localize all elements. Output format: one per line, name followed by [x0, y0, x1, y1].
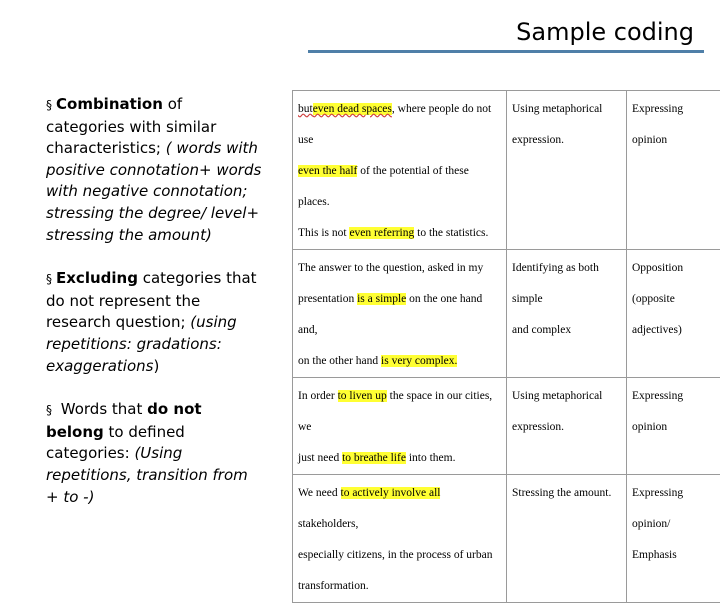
- quote-cell: In order to liven up the space in our cities, we just need to breathe life into them.: [293, 378, 507, 475]
- table-row: [293, 91, 720, 250]
- bullet-marker: §: [46, 98, 52, 112]
- title-underline: [308, 50, 704, 53]
- category-cell: Expressing opinion/ Emphasis: [627, 475, 720, 603]
- bullet-marker: §: [46, 272, 52, 286]
- bullet-do-not-belong: § Words that do not belong to defined categories: (Using repetitions, transition from + to -): [46, 399, 264, 508]
- category-cell: Expressing opinion: [627, 91, 720, 250]
- table-row: [293, 250, 720, 378]
- technique-cell: Using metaphorical expression.: [507, 91, 627, 250]
- quote-cell: buteven dead spaces, where people do not use even the half of the potential of these places. This is not even referring to the statistics.: [293, 91, 507, 250]
- table-row: [293, 378, 720, 475]
- quote-cell: The answer to the question, asked in my presentation is a simple on the one hand and, on the other hand is very complex.: [293, 250, 507, 378]
- category-cell: Expressing opinion: [627, 378, 720, 475]
- technique-cell: Identifying as both simple and complex: [507, 250, 627, 378]
- bullet-combination: § Combination of categories with similar characteristics; ( words with positive connotation+ words with negative connotation; stressing the degree/ level+ stressing the amount): [46, 94, 264, 246]
- technique-cell: Using metaphorical expression.: [507, 378, 627, 475]
- category-cell: Opposition (opposite adjectives): [627, 250, 720, 378]
- technique-cell: Stressing the amount.: [507, 475, 627, 603]
- bullet-marker: §: [46, 403, 52, 417]
- quote-cell: We need to actively involve all stakeholders, especially citizens, in the process of urban transformation.: [293, 475, 507, 603]
- coding-table: [292, 90, 720, 603]
- bullet-list: [46, 94, 264, 530]
- bullet-excluding: § Excluding categories that do not represent the research question; (using repetitions: gradations: exaggerations): [46, 268, 264, 377]
- table-row: [293, 475, 720, 603]
- slide-title: Sample coding: [516, 18, 694, 46]
